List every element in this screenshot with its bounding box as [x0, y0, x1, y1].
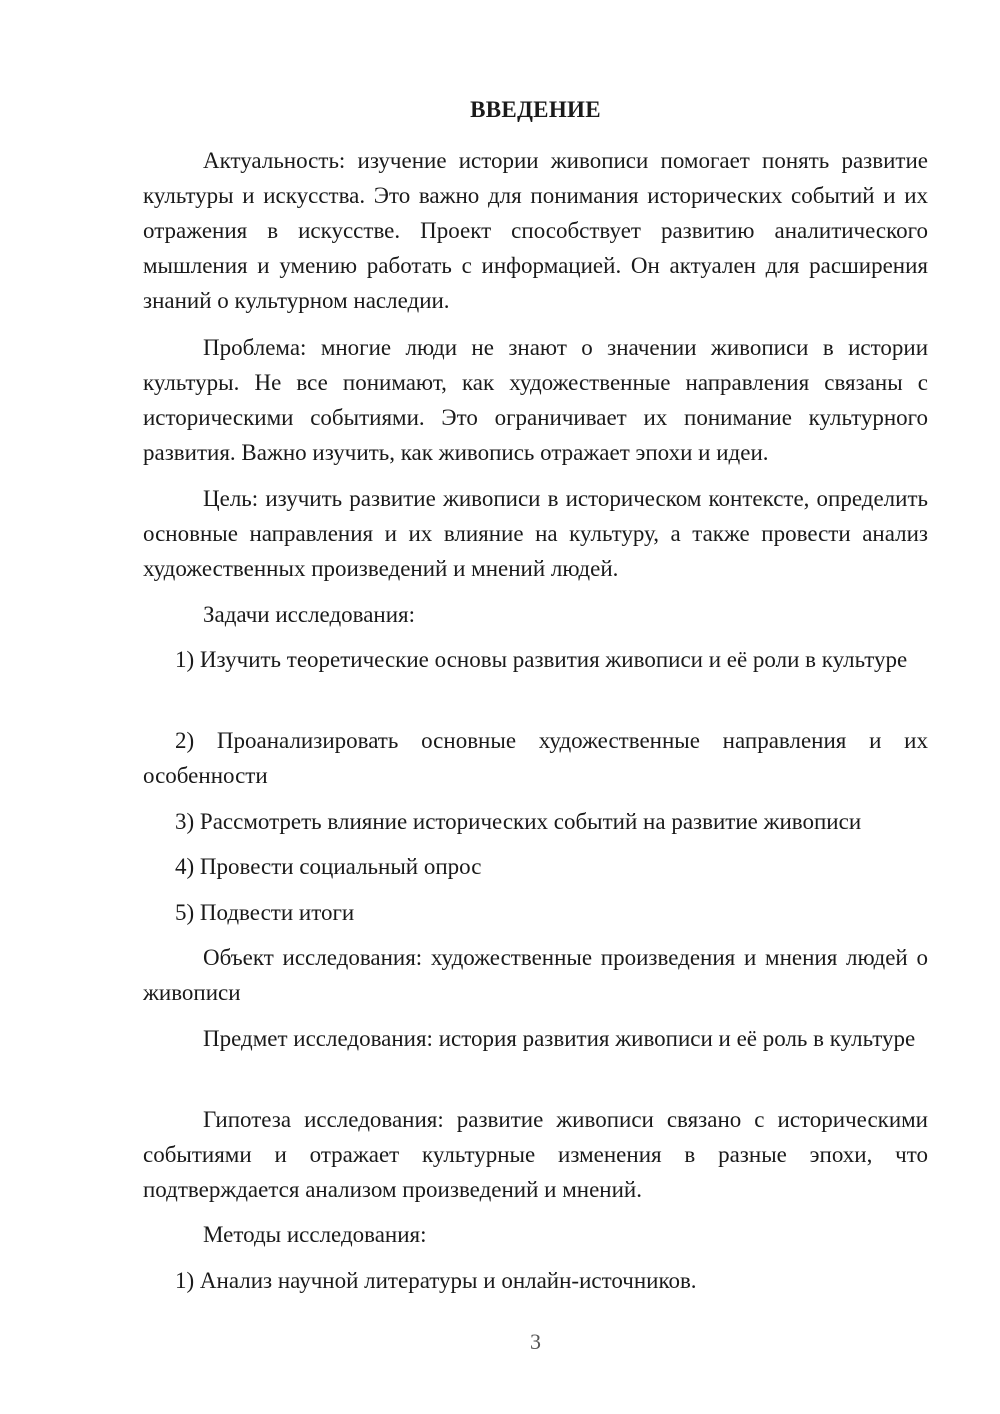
page-number: 3	[530, 1329, 541, 1354]
paragraph-goal: Цель: изучить развитие живописи в историческом контексте, определить основные направления и их влияние на культуру, а также провести анализ художественных произведений и мнений людей.	[143, 486, 928, 581]
page-title: ВВЕДЕНИЕ	[470, 97, 601, 122]
paragraph-subject: Предмет исследования: история развития живописи и её роль в культуре	[203, 1026, 916, 1051]
task-item-4: 4) Провести социальный опрос	[175, 854, 482, 879]
paragraph-object: Объект исследования: художественные произведения и мнения людей о живописи	[143, 945, 928, 1005]
tasks-heading: Задачи исследования:	[203, 602, 416, 627]
task-item-2: 2) Проанализировать основные художественные направления и их особенности	[143, 728, 928, 788]
methods-heading: Методы исследования:	[203, 1222, 427, 1247]
task-item-1: 1) Изучить теоретические основы развития живописи и её роли в культуре	[175, 647, 908, 672]
method-item-1: 1) Анализ научной литературы и онлайн-источников.	[175, 1268, 697, 1293]
paragraph-problem: Проблема: многие люди не знают о значении живописи в истории культуры. Не все понимают, как художественные направления связаны с историческими событиями. Это ограничивает их понимание культурного развития. Важно изучить, как живопись отражает эпохи и идеи.	[143, 335, 928, 465]
task-item-5: 5) Подвести итоги	[175, 900, 355, 925]
task-item-3: 3) Рассмотреть влияние исторических событий на развитие живописи	[175, 809, 862, 834]
paragraph-relevance: Актуальность: изучение истории живописи помогает понять развитие культуры и искусства. Это важно для понимания исторических событий и их отражения в искусстве. Проект способствует развитию аналитического мышления и умению работать с информацией. Он актуален для расширения знаний о культурном наследии.	[143, 148, 928, 313]
paragraph-hypothesis: Гипотеза исследования: развитие живописи связано с историческими событиями и отражает культурные изменения в разные эпохи, что подтверждается анализом произведений и мнений.	[143, 1107, 928, 1202]
